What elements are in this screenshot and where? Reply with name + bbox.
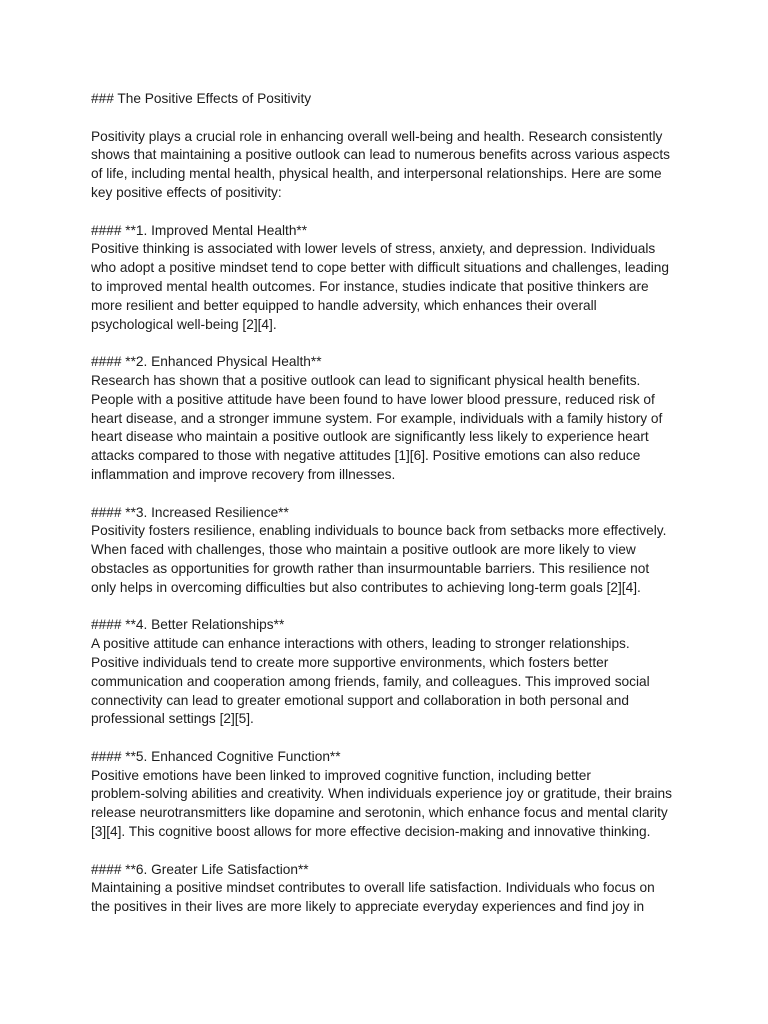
intro-line: of life, including mental health, physical health, and interpersonal relationships. Here are some [91,166,662,182]
document-page [91,90,691,936]
body-line: People with a positive attitude have been found to have lower blood pressure, reduced risk of [91,391,655,407]
section-heading: #### **2. Enhanced Physical Health** [91,354,322,370]
body-line: Positive emotions have been linked to improved cognitive function, including better [91,767,591,783]
section-relationships [91,616,691,729]
body-line: more resilient and better equipped to handle adversity, which enhances their overall [91,297,597,313]
body-line: Positive individuals tend to create more supportive environments, which fosters better [91,654,609,670]
section-cognitive-function [91,748,691,842]
body-line: [3][4]. This cognitive boost allows for more effective decision-making and innovative thinking. [91,824,651,840]
document-title: ### The Positive Effects of Positivity [91,91,312,106]
body-line: Positivity fosters resilience, enabling individuals to bounce back from setbacks more effectively. [91,523,667,539]
intro-line: key positive effects of positivity: [91,184,282,200]
body-line: who adopt a positive mindset tend to cope better with difficult situations and challenges, leading [91,260,670,276]
section-physical-health [91,353,691,485]
intro-line: Positivity plays a crucial role in enhancing overall well-being and health. Research consistently [91,128,663,144]
section-heading: #### **3. Increased Resilience** [91,504,289,520]
body-line: Positive thinking is associated with lower levels of stress, anxiety, and depression. Individuals [91,241,656,257]
body-line: Maintaining a positive mindset contributes to overall life satisfaction. Individuals who focus on [91,880,655,896]
body-line: psychological well-being [2][4]. [91,316,277,332]
intro-line: shows that maintaining a positive outlook can lead to numerous benefits across various aspects [91,147,670,163]
body-line: A positive attitude can enhance interactions with others, leading to stronger relationships. [91,636,630,652]
body-line: release neurotransmitters like dopamine and serotonin, which enhance focus and mental clarity [91,805,668,821]
body-line: Research has shown that a positive outlook can lead to significant physical health benefits. [91,372,641,388]
body-line: only helps in overcoming difficulties but also contributes to achieving long-term goals [2][4]. [91,579,641,595]
body-line: problem-solving abilities and creativity. When individuals experience joy or gratitude, their brains [91,786,672,802]
body-line: professional settings [2][5]. [91,711,254,727]
section-heading: #### **5. Enhanced Cognitive Function** [91,748,341,764]
section-mental-health [91,222,691,335]
body-line: heart disease, and a stronger immune system. For example, individuals with a family history of [91,410,663,426]
body-line: inflammation and improve recovery from illnesses. [91,466,396,482]
section-resilience [91,504,691,598]
section-life-satisfaction [91,861,691,917]
section-heading: #### **4. Better Relationships** [91,617,285,633]
body-line: connectivity can lead to greater emotional support and collaboration in both personal and [91,692,629,708]
body-line: communication and cooperation among friends, family, and colleagues. This improved social [91,673,650,689]
body-line: heart disease who maintain a positive outlook are significantly less likely to experience heart [91,429,649,445]
intro-paragraph [91,128,691,203]
section-heading: #### **1. Improved Mental Health** [91,222,308,238]
body-line: the positives in their lives are more likely to appreciate everyday experiences and find joy in [91,899,645,915]
body-line: attacks compared to those with negative attitudes [1][6]. Positive emotions can also reduce [91,448,641,464]
body-line: When faced with challenges, those who maintain a positive outlook are more likely to view [91,542,636,558]
body-line: obstacles as opportunities for growth rather than insurmountable barriers. This resilience not [91,560,650,576]
body-line: to improved mental health outcomes. For instance, studies indicate that positive thinkers are [91,278,649,294]
section-heading: #### **6. Greater Life Satisfaction** [91,861,309,877]
